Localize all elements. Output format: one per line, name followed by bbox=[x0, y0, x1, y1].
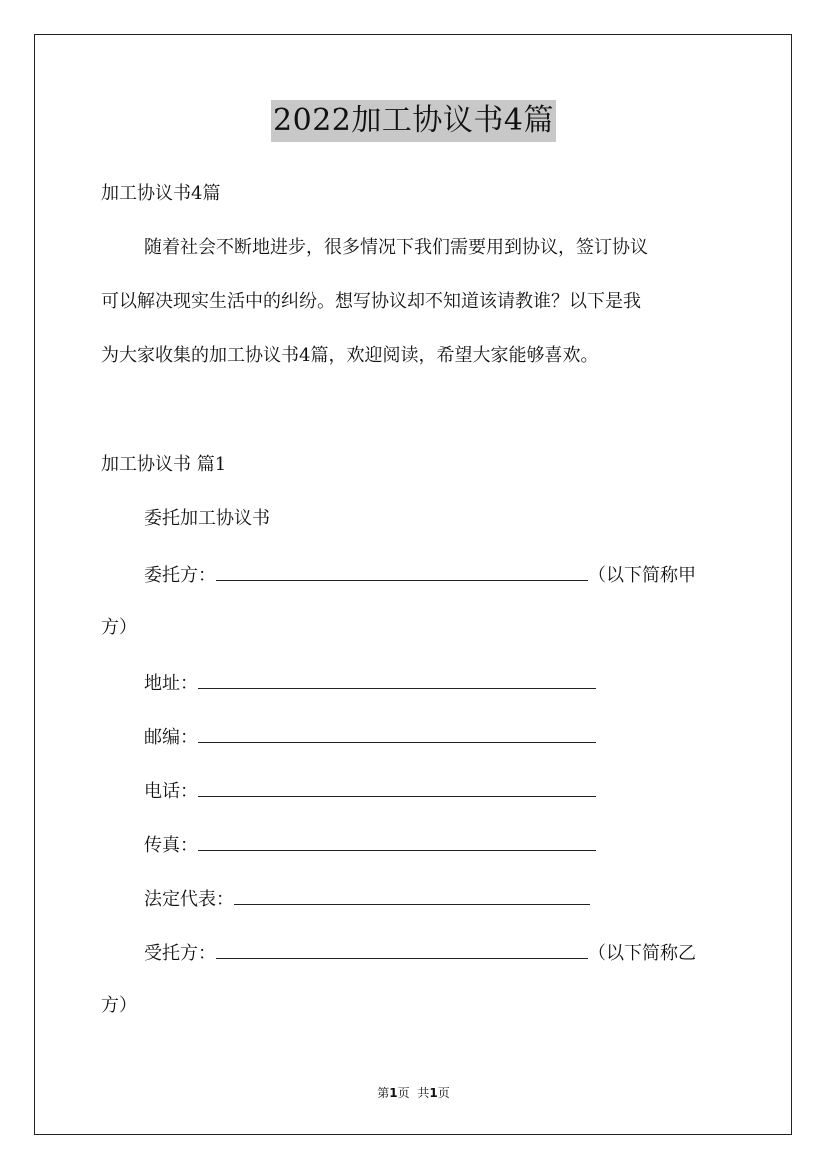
trustee-suffix: （以下简称乙 bbox=[588, 943, 696, 964]
document-title: 2022加工协议书4篇 bbox=[271, 100, 556, 142]
phone-label: 电话： bbox=[144, 781, 198, 802]
page-footer bbox=[0, 1084, 827, 1101]
client-blank[interactable] bbox=[216, 562, 588, 581]
postcode-label: 邮编： bbox=[144, 727, 198, 748]
trustee-wrap: 方） bbox=[101, 995, 137, 1016]
intro-line-1: 随着社会不断地进步，很多情况下我们需要用到协议，签订协议 bbox=[144, 237, 648, 258]
total-prefix: 共 bbox=[417, 1086, 430, 1100]
postcode-blank[interactable] bbox=[198, 724, 596, 743]
client-suffix: （以下简称甲 bbox=[588, 565, 696, 586]
client-wrap: 方） bbox=[101, 617, 137, 638]
page-number: 1 bbox=[389, 1086, 398, 1100]
document-subtitle: 加工协议书4篇 bbox=[101, 183, 221, 204]
phone-field bbox=[144, 778, 596, 804]
total-suffix: 页 bbox=[437, 1086, 450, 1100]
section-heading: 加工协议书 篇1 bbox=[101, 454, 227, 475]
intro-line-3: 为大家收集的加工协议书4篇，欢迎阅读，希望大家能够喜欢。 bbox=[101, 345, 599, 366]
title-container bbox=[0, 100, 827, 142]
page-prefix: 第 bbox=[377, 1086, 390, 1100]
phone-blank[interactable] bbox=[198, 778, 596, 797]
page-suffix: 页 bbox=[397, 1086, 410, 1100]
address-blank[interactable] bbox=[198, 670, 596, 689]
legal-rep-label: 法定代表： bbox=[144, 889, 234, 910]
trustee-field bbox=[144, 940, 696, 966]
fax-label: 传真： bbox=[144, 835, 198, 856]
trustee-blank[interactable] bbox=[216, 940, 588, 959]
fax-blank[interactable] bbox=[198, 832, 596, 851]
total-pages: 1 bbox=[429, 1086, 438, 1100]
address-label: 地址： bbox=[144, 673, 198, 694]
fax-field bbox=[144, 832, 596, 858]
postcode-field bbox=[144, 724, 596, 750]
intro-line-2: 可以解决现实生活中的纠纷。想写协议却不知道该请教谁？以下是我 bbox=[101, 291, 641, 312]
trustee-label: 受托方： bbox=[144, 943, 216, 964]
contract-title: 委托加工协议书 bbox=[144, 508, 270, 529]
client-label: 委托方： bbox=[144, 565, 216, 586]
legal-rep-blank[interactable] bbox=[234, 886, 590, 905]
address-field bbox=[144, 670, 596, 696]
legal-rep-field bbox=[144, 886, 590, 912]
client-field bbox=[144, 562, 696, 588]
